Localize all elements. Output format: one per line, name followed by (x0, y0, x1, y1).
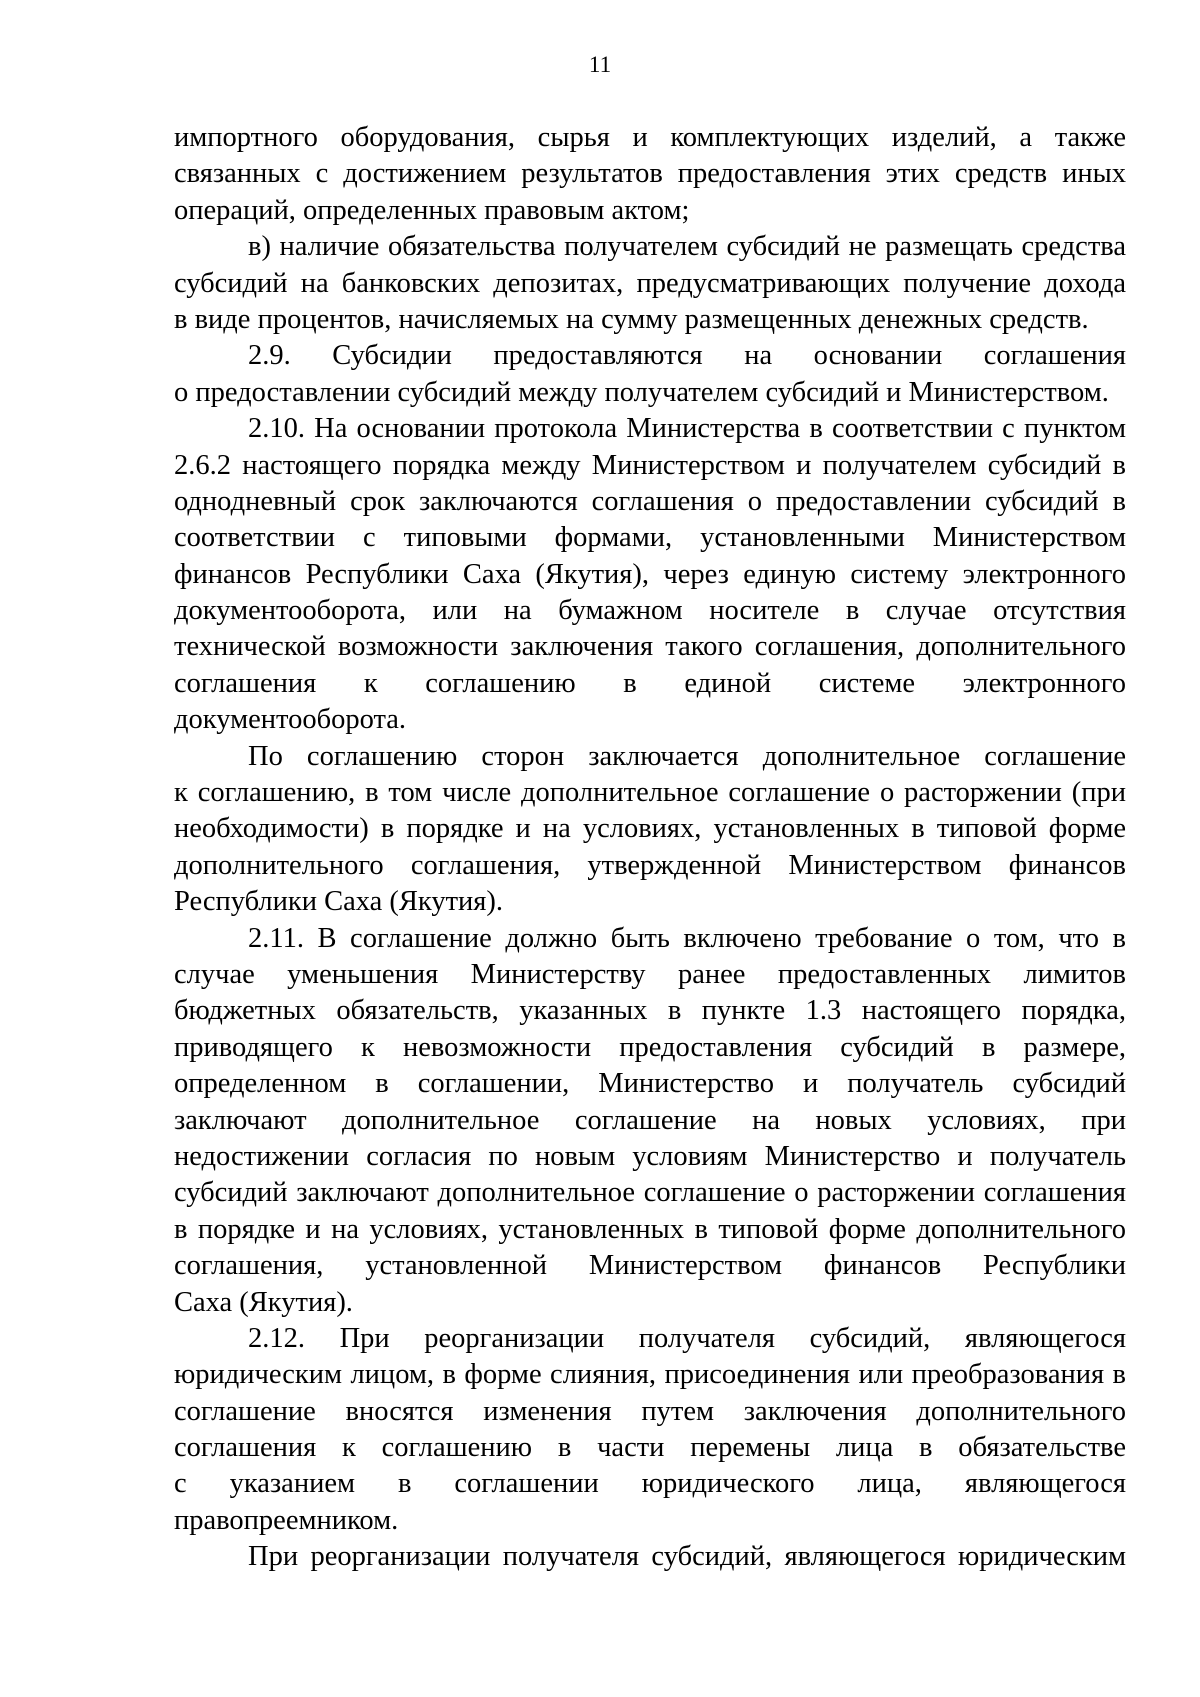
text-line: соответствии с типовыми формами, установленными Министерством (174, 522, 1126, 554)
text-line: соглашения, установленной Министерством финансов Республики (174, 1250, 1126, 1282)
text-line: импортного оборудования, сырья и комплектующих изделий, а также (174, 122, 1126, 153)
text-line: заключают дополнительное соглашение на новых условиях, при (174, 1104, 1126, 1136)
text-line: 2.11. В соглашение должно быть включено требование о том, что в (248, 922, 1126, 954)
text-line: технической возможности заключения такого соглашения, дополнительного (174, 631, 1126, 663)
page-number: 11 (588, 52, 612, 77)
text-line: в порядке и на условиях, установленных в типовой форме дополнительного (174, 1213, 1126, 1245)
text-line: юридическим лицом, в форме слияния, присоединения или преобразования в (174, 1359, 1126, 1391)
text-line: связанных с достижением результатов предоставления этих средств иных (174, 158, 1126, 190)
text-line: определенном в соглашении, Министерство и получатель субсидий (174, 1068, 1126, 1100)
text-line: 2.12. При реорганизации получателя субсидий, являющегося (248, 1322, 1126, 1354)
text-line: Республики Саха (Якутия). (174, 886, 504, 918)
text-line: документооборота. (174, 704, 407, 736)
text-line: соглашения к соглашению в единой системе электронного (174, 667, 1126, 699)
text-line: документооборота, или на бумажном носителе в случае отсутствия (174, 595, 1126, 627)
text-line: По соглашению сторон заключается дополнительное соглашение (248, 740, 1126, 772)
text-line: с указанием в соглашении юридического лица, являющегося (174, 1468, 1126, 1500)
text-line: 2.10. На основании протокола Министерства в соответствии с пунктом (248, 413, 1126, 445)
text-line: Саха (Якутия). (174, 1286, 353, 1318)
text-line: финансов Республики Саха (Якутия), через единую систему электронного (174, 558, 1126, 590)
text-line: недостижении согласия по новым условиям Министерство и получатель (174, 1140, 1126, 1172)
text-line: правопреемником. (174, 1504, 399, 1536)
text-line: случае уменьшения Министерству ранее предоставленных лимитов (174, 958, 1126, 990)
text-line: приводящего к невозможности предоставления субсидий в размере, (174, 1031, 1126, 1063)
text-line: При реорганизации получателя субсидий, являющегося юридическим (248, 1541, 1126, 1573)
text-line: необходимости) в порядке и на условиях, установленных в типовой форме (174, 813, 1126, 845)
text-line: 2.6.2 настоящего порядка между Министерством и получателем субсидий в (174, 449, 1126, 481)
text-line: субсидий на банковских депозитах, предусматривающих получение дохода (174, 267, 1126, 299)
text-line: дополнительного соглашения, утвержденной Министерством финансов (174, 849, 1126, 881)
document-body (174, 120, 1126, 1576)
text-line: соглашение вносятся изменения путем заключения дополнительного (174, 1395, 1126, 1427)
text-line: 2.9. Субсидии предоставляются на основании соглашения (248, 340, 1126, 372)
text-line: бюджетных обязательств, указанных в пункте 1.3 настоящего порядка, (174, 995, 1126, 1027)
text-line: соглашения к соглашению в части перемены лица в обязательстве (174, 1432, 1126, 1464)
text-line: о предоставлении субсидий между получателем субсидий и Министерством. (174, 376, 1109, 408)
text-line: субсидий заключают дополнительное соглашение о расторжении соглашения (174, 1177, 1126, 1209)
text-line: в) наличие обязательства получателем субсидий не размещать средства (248, 231, 1126, 263)
text-line: в виде процентов, начисляемых на сумму размещенных денежных средств. (174, 303, 1089, 335)
text-line: однодневный срок заключаются соглашения о предоставлении субсидий в (174, 485, 1126, 517)
text-line: операций, определенных правовым актом; (174, 194, 690, 226)
text-line: к соглашению, в том числе дополнительное соглашение о расторжении (при (174, 777, 1126, 809)
